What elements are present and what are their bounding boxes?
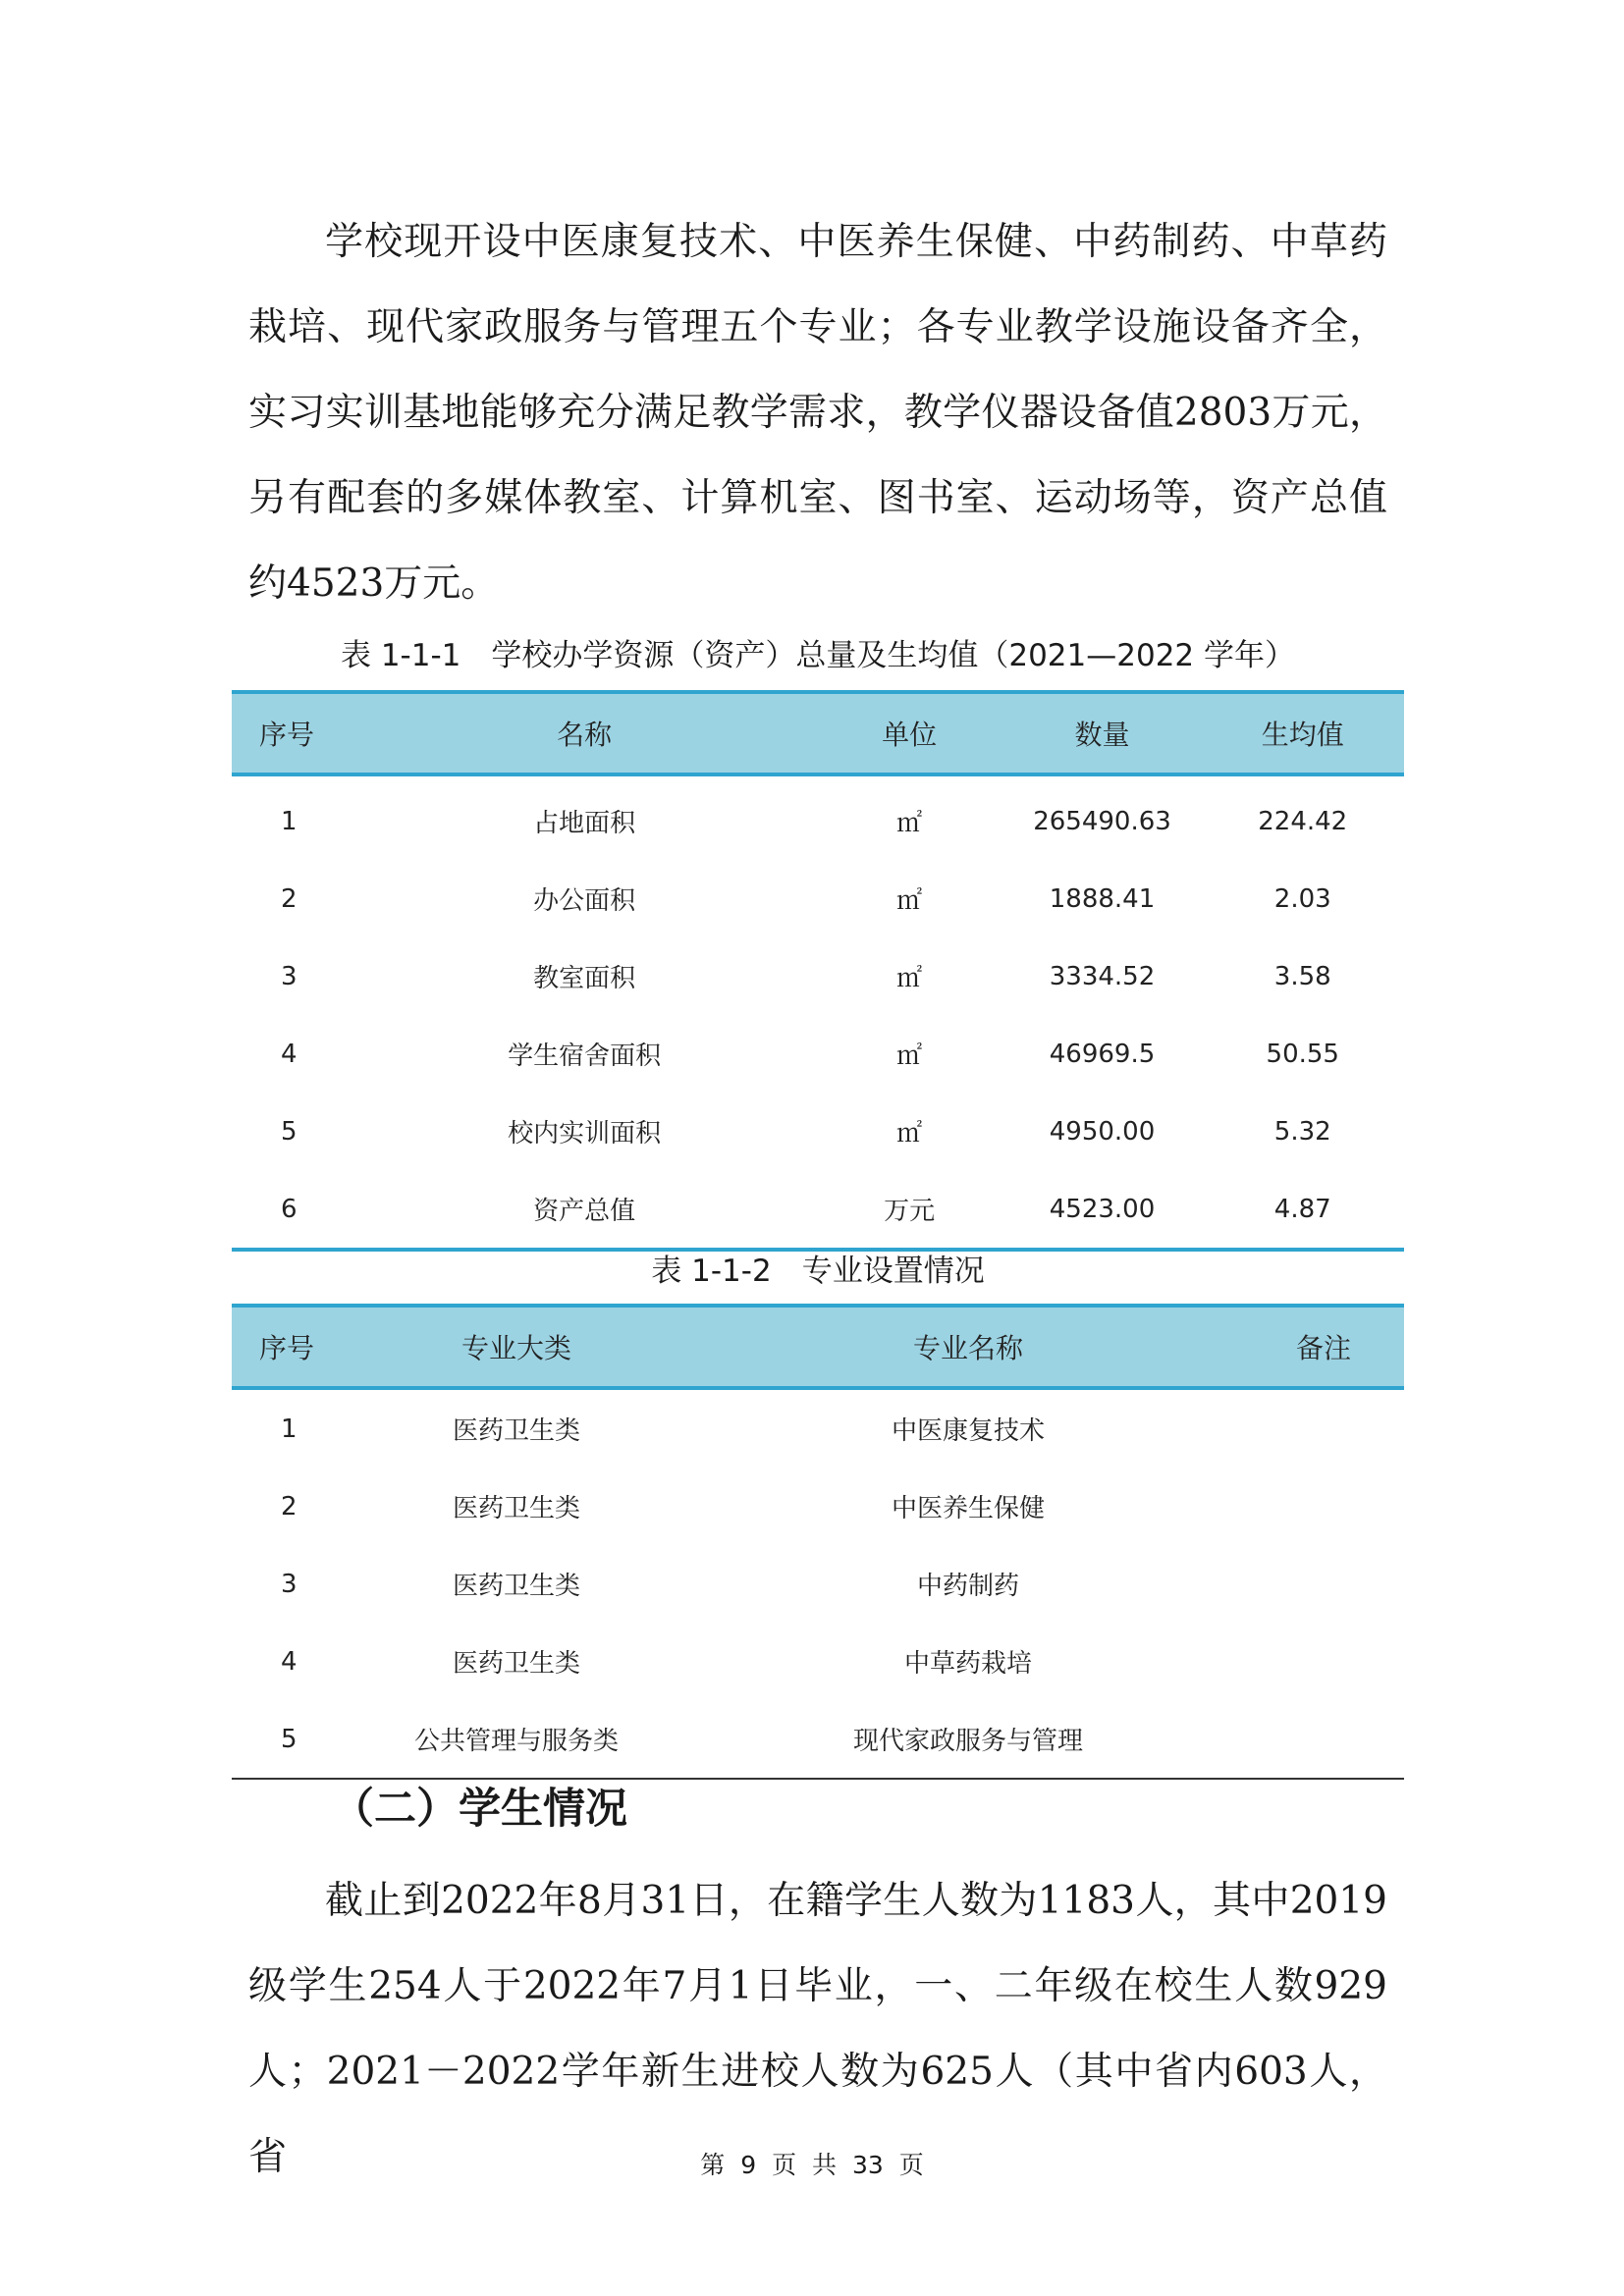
section-heading: （二）学生情况 xyxy=(332,1785,627,1834)
cell-name: 校内实训面积 xyxy=(508,1119,662,1148)
table-row xyxy=(232,937,1404,1015)
cell-category: 医药卫生类 xyxy=(452,1416,580,1446)
cell-name: 办公面积 xyxy=(533,886,636,916)
cell-remarks xyxy=(1243,1388,1404,1468)
resources-table xyxy=(232,690,1404,1252)
table-row xyxy=(232,774,1404,860)
table-header-row xyxy=(232,692,1404,774)
cell-major: 中药制药 xyxy=(916,1572,1019,1601)
cell-seq: 4 xyxy=(281,1646,298,1677)
cell-per-student: 224.42 xyxy=(1258,806,1348,836)
header-quantity: 数量 xyxy=(1074,719,1130,751)
header-remarks: 备注 xyxy=(1295,1332,1351,1364)
cell-seq: 3 xyxy=(281,1569,298,1599)
table-row xyxy=(232,1623,1404,1700)
header-unit: 单位 xyxy=(882,719,938,751)
cell-name: 资产总值 xyxy=(352,1170,815,1250)
table1-caption: 表 1-1-1 学校办学资源（资产）总量及生均值（2021—2022 学年） xyxy=(340,638,1296,673)
cell-remarks xyxy=(1243,1468,1404,1545)
cell-remarks xyxy=(1243,1545,1404,1623)
cell-seq: 6 xyxy=(232,1170,352,1250)
cell-seq: 5 xyxy=(281,1116,298,1147)
cell-quantity: 4950.00 xyxy=(1049,1116,1156,1147)
cell-seq: 2 xyxy=(281,1491,298,1522)
cell-category: 医药卫生类 xyxy=(452,1494,580,1523)
cell-quantity: 265490.63 xyxy=(1033,806,1171,836)
students-paragraph: 截止到2022年8月31日，在籍学生人数为1183人，其中2019级学生254人于2022年7月1日毕业，一、二年级在校生人数929人；2021－2022学年新生进校人数为625人（其中省内603人，省 xyxy=(248,1879,1387,2179)
cell-quantity: 4523.00 xyxy=(1003,1170,1202,1250)
cell-unit: ㎡ xyxy=(896,964,923,993)
cell-name: 占地面积 xyxy=(533,809,636,838)
table-header-row xyxy=(232,1306,1404,1388)
cell-major: 中草药栽培 xyxy=(903,1649,1032,1679)
cell-per-student: 2.03 xyxy=(1273,883,1331,914)
cell-seq: 1 xyxy=(281,806,298,836)
cell-category: 医药卫生类 xyxy=(452,1572,580,1601)
header-name: 名称 xyxy=(557,719,613,751)
table-row xyxy=(232,860,1404,937)
cell-major: 中医康复技术 xyxy=(891,1416,1045,1446)
table2-caption: 表 1-1-2 专业设置情况 xyxy=(651,1254,985,1289)
cell-remarks xyxy=(1243,1700,1404,1779)
majors-table xyxy=(232,1304,1404,1780)
cell-name: 学生宿舍面积 xyxy=(508,1041,662,1071)
table-row xyxy=(232,1700,1404,1779)
cell-unit: 万元 xyxy=(816,1170,1003,1250)
cell-unit: ㎡ xyxy=(896,886,923,916)
cell-unit: ㎡ xyxy=(896,809,923,838)
table-row xyxy=(232,1468,1404,1545)
cell-per-student: 4.87 xyxy=(1202,1170,1405,1250)
cell-quantity: 46969.5 xyxy=(1049,1039,1156,1069)
header-category: 专业大类 xyxy=(460,1332,571,1364)
cell-quantity: 1888.41 xyxy=(1049,883,1156,914)
table-row xyxy=(232,1170,1404,1250)
cell-name: 教室面积 xyxy=(533,964,636,993)
cell-per-student: 5.32 xyxy=(1273,1116,1331,1147)
cell-major: 现代家政服务与管理 xyxy=(693,1700,1243,1779)
table-row xyxy=(232,1093,1404,1170)
header-per-student: 生均值 xyxy=(1261,719,1344,751)
cell-category: 公共管理与服务类 xyxy=(340,1700,693,1779)
cell-quantity: 3334.52 xyxy=(1049,961,1156,991)
header-seq: 序号 xyxy=(259,1332,315,1364)
page-footer: 第 9 页 共 33 页 xyxy=(700,2151,924,2179)
header-major: 专业名称 xyxy=(912,1332,1023,1364)
cell-major: 中医养生保健 xyxy=(891,1494,1045,1523)
cell-seq: 3 xyxy=(281,961,298,991)
cell-seq: 1 xyxy=(281,1414,298,1444)
table-row xyxy=(232,1388,1404,1468)
cell-per-student: 50.55 xyxy=(1266,1039,1339,1069)
header-seq: 序号 xyxy=(259,719,315,751)
cell-seq: 4 xyxy=(281,1039,298,1069)
cell-seq: 5 xyxy=(232,1700,340,1779)
cell-unit: ㎡ xyxy=(896,1041,923,1071)
intro-paragraph: 学校现开设中医康复技术、中医养生保健、中药制药、中草药栽培、现代家政服务与管理五个专业；各专业教学设施设备齐全，实习实训基地能够充分满足教学需求，教学仪器设备值2803万元，另有配套的多媒体教室、计算机室、图书室、运动场等，资产总值约4523万元。 xyxy=(248,220,1387,606)
table-row xyxy=(232,1015,1404,1093)
table-row xyxy=(232,1545,1404,1623)
cell-category: 医药卫生类 xyxy=(452,1649,580,1679)
cell-remarks xyxy=(1243,1623,1404,1700)
cell-per-student: 3.58 xyxy=(1273,961,1331,991)
cell-seq: 2 xyxy=(281,883,298,914)
cell-unit: ㎡ xyxy=(896,1119,923,1148)
